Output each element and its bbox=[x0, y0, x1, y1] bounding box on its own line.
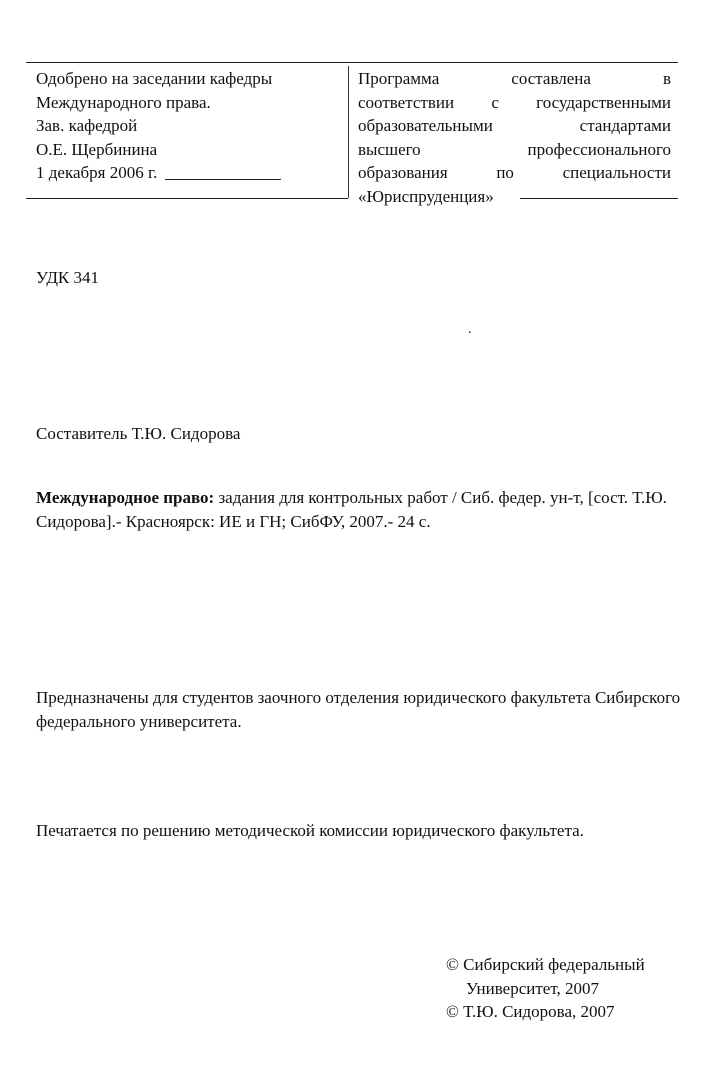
printing-approval: Печатается по решению методической комиссии юридического факультета. bbox=[36, 821, 584, 840]
udk-code: УДК 341 bbox=[36, 268, 100, 287]
approval-block bbox=[36, 67, 336, 185]
stray-mark: . bbox=[468, 322, 472, 337]
header-bottom-rule-right bbox=[520, 198, 678, 199]
compiler-line: Составитель Т.Ю. Сидорова bbox=[36, 424, 241, 443]
approval-line: О.Е. Щербинина bbox=[36, 139, 158, 159]
copyright-line: Университет, 2007 bbox=[466, 978, 599, 998]
approval-line: Зав. кафедрой bbox=[36, 116, 138, 135]
header-bottom-rule-left bbox=[26, 198, 348, 199]
purpose-statement: Предназначены для студентов заочного отделения юридического факультета Сибирского федерального университета. bbox=[36, 688, 681, 731]
approval-line: Одобрено на заседании кафедры bbox=[36, 69, 273, 88]
citation-details: задания для контрольных работ / Сиб. федер. ун-т, [сост. Т.Ю. Сидорова].- Красноярск: ИЕ и ГН; СибФУ, 2007.- 24 с. bbox=[36, 488, 667, 531]
signature-line bbox=[165, 179, 281, 180]
program-note-line: образовательными стандартами bbox=[358, 116, 671, 135]
program-note-line: «Юриспруденция» bbox=[358, 186, 494, 206]
program-note-block bbox=[358, 67, 671, 208]
citation-title: Международное право: bbox=[36, 488, 215, 507]
program-note-line: соответствии с государственными bbox=[358, 92, 671, 112]
approval-line: Международного права. bbox=[36, 92, 211, 112]
approval-date: 1 декабря 2006 г. bbox=[36, 163, 158, 182]
program-note-line: Программа составлена в bbox=[358, 69, 671, 88]
program-note-line: высшего профессионального bbox=[358, 139, 671, 159]
header-divider bbox=[348, 66, 349, 198]
approval-date-row bbox=[36, 161, 336, 185]
program-note-line: образования по специальности bbox=[358, 163, 671, 182]
copyright-line: © Сибирский федеральный bbox=[446, 955, 645, 974]
copyright-line: © Т.Ю. Сидорова, 2007 bbox=[446, 1002, 615, 1021]
bibliographic-citation bbox=[36, 486, 676, 534]
copyright-block bbox=[446, 953, 645, 1024]
header-top-rule bbox=[26, 62, 678, 63]
